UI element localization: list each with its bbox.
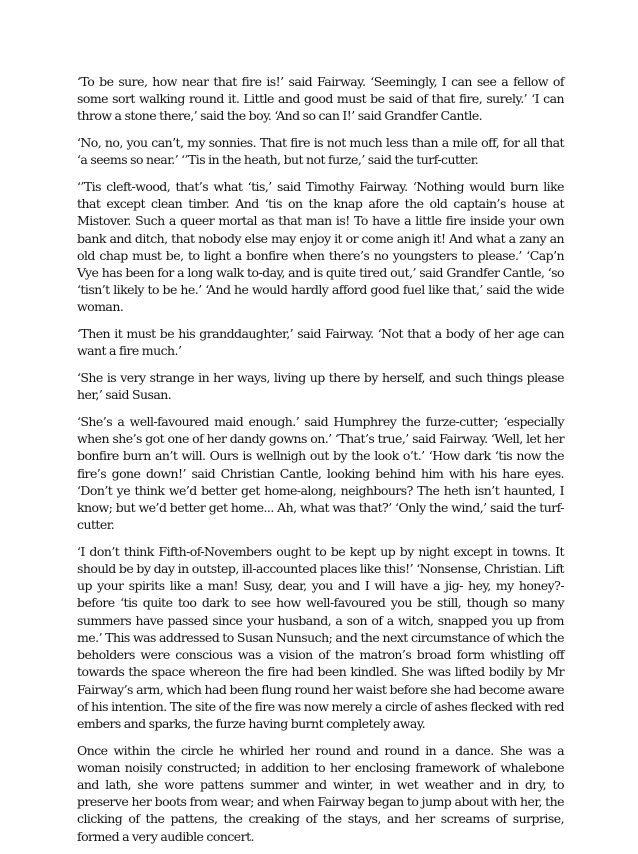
paragraph-2: ‘No, no, you can’t, my sonnies. That fire is not much less than a mile off, for all that ‘a seems so near.’ ‘’Tis in the heath, but not furze,’ said the turf-cutter. (77, 135, 564, 168)
paragraph-3: ‘’Tis cleft-wood, that’s what ‘tis,’ said Timothy Fairway. ‘Nothing would burn like that except clean timber. And ‘tis on the knap afore the old captain’s house at Mistover. Such a queer mortal as that man is! To have a little fire inside your own bank and ditch, that nobody else may enjoy it or come anigh it! And what a zany an old chap must be, to light a bonfire when there’s no youngsters to please.’ ‘Cap’n Vye has been for a long walk to-day, and is quite tired out,’ said Grandfer Cantle, ‘so ‘tisn’t likely to be he.’ ‘And he would hardly afford good fuel like that,’ said the wide woman. (77, 179, 564, 315)
paragraph-7: ‘I don’t think Fifth-of-Novembers ought to be kept up by night except in towns. It should be by day in outstep, ill-accounted places like this!’ ‘Nonsense, Christian. Lift up your spirits like a man! Susy, dear, you and I will have a jig- hey, my honey?- before ‘tis quite too dark to see how well-favoured you be still, though so many summers have passed since your husband, a son of a witch, snapped you up from me.’ This was addressed to Susan Nunsuch; and the next circumstance of which the beholders were conscious was a vision of the matron’s broad form whistling off towards the space whereon the fire had been kindled. She was lifted bodily by Mr Fairway’s arm, which had been flung round her waist before she had become aware of his intention. The site of the fire was now merely a circle of ashes flecked with red embers and sparks, the furze having burnt completely away. (77, 543, 564, 731)
paragraph-5: ‘She is very strange in her ways, living up there by herself, and such things please her,’ said Susan. (77, 370, 564, 403)
document-page (77, 73, 564, 854)
paragraph-1: ‘To be sure, how near that fire is!’ said Fairway. ‘Seemingly, I can see a fellow of some sort walking round it. Little and good must be said of that fire, surely.’ ‘I can throw a stone there,’ said the boy. ‘And so can I!’ said Grandfer Cantle. (77, 74, 564, 124)
paragraph-8: Once within the circle he whirled her round and round in a dance. She was a woman noisily constructed; in addition to her enclosing framework of whalebone and lath, she wore pattens summer and winter, in wet weather and in dry, to preserve her boots from wear; and when Fairway began to jump about with her, the clicking of the pattens, the creaking of the stays, and her screams of surprise, formed a very audible concert. (77, 742, 564, 844)
paragraph-6: ‘She’s a well-favoured maid enough.’ said Humphrey the furze-cutter; ‘especially when she’s got one of her dandy gowns on.’ ‘That’s true,’ said Fairway. ‘Well, let her bonfire burn an’t will. Ours is wellnigh out by the look o’t.’ ‘How dark ‘tis now the fire’s gone down!’ said Christian Cantle, looking behind him with his hare eyes. ‘Don’t ye think we’d better get home-along, neighbours? The heth isn’t haunted, I know; but we’d better get home... Ah, what was that?’ ‘Only the wind,’ said the turf-cutter. (77, 413, 564, 533)
paragraph-4: ‘Then it must be his granddaughter,’ said Fairway. ‘Not that a body of her age can want a fire much.’ (77, 326, 564, 359)
